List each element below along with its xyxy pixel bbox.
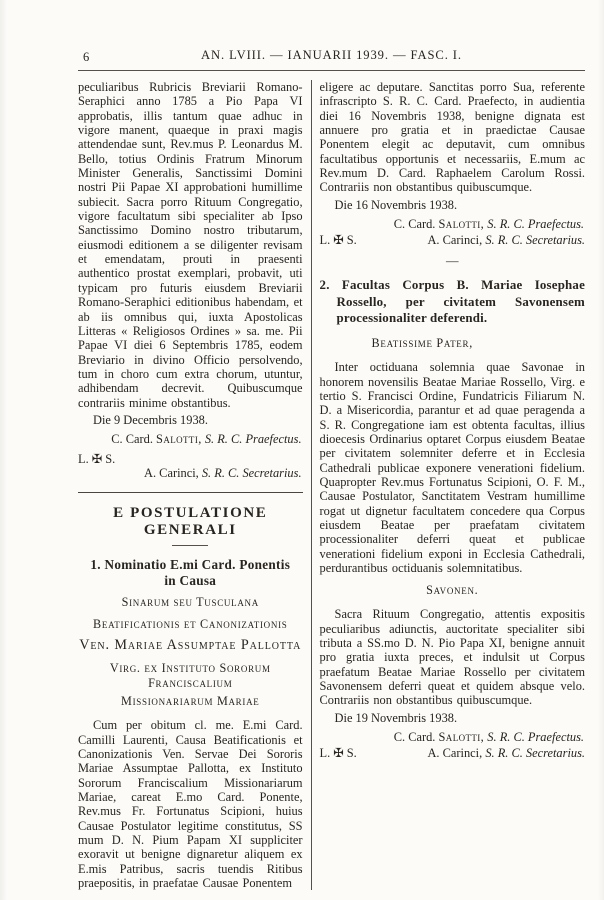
article-1-title-line-2: in Causa xyxy=(164,572,217,588)
seal-mark: L. ✠ S. xyxy=(319,233,357,248)
signature-name: A. Carinci, xyxy=(144,465,199,480)
signature-praefectus xyxy=(320,217,585,231)
signature-name: A. Carinci, xyxy=(427,746,483,761)
cause-name-line: Sinarum seu Tusculana xyxy=(121,595,259,610)
left-column xyxy=(78,80,303,890)
institute-line-1: Virg. ex Instituto Sororum Franciscalium xyxy=(109,661,271,691)
seal-mark: L. ✠ S. xyxy=(319,746,357,761)
paragraph-grant: Sacra Rituum Congregatio, attentis expositis peculiaribus adiunctis, auctoritate specialiter sibi tributa a SS.mo D. N. Pio Papa XI, benigne annuit pro gratia iuxta preces, et indulsit ut Corpus praefatum Beatae Mariae Rossello per civitatem Savonensem deferri queat et quidem absque velo. Contrariis non obstantibus quibuscumque. xyxy=(319,607,585,708)
article-1-title-line-1: 1. Nominatio E.mi Card. Ponentis xyxy=(90,557,291,573)
date-line: Die 9 Decembris 1938. xyxy=(93,412,208,427)
date-line: Die 19 Novembris 1938. xyxy=(334,710,458,725)
title-underline-rule xyxy=(172,545,208,546)
signature-prefix: C. Card. xyxy=(393,217,436,232)
article-separator-dash: — xyxy=(446,253,459,268)
signature-prefix: C. Card. xyxy=(111,432,153,447)
signature-role: S. R. C. Praefectus. xyxy=(204,432,302,447)
signature-prefix: C. Card. xyxy=(393,730,436,745)
signature-role: S. R. C. Secretarius. xyxy=(485,746,585,761)
signature-name: Salotti, xyxy=(438,217,485,232)
right-column xyxy=(320,80,585,890)
column-divider-rule xyxy=(311,80,312,890)
signature-praefectus xyxy=(320,730,585,744)
signature-secretarius xyxy=(78,466,303,480)
date-line: Die 16 Novembris 1938. xyxy=(334,197,458,212)
signature-praefectus xyxy=(78,432,303,446)
article-2-title: 2. Facultas Corpus B. Mariae Iosephae Rossello, per civitatem Savonensem processionaliter deferendi. xyxy=(319,277,585,326)
seal-mark: L. ✠ S. xyxy=(78,451,116,466)
signature-role: S. R. C. Secretarius. xyxy=(201,465,302,480)
signature-name: Salotti, xyxy=(156,432,202,447)
cause-type-line: Beatificationis et Canonizationis xyxy=(93,617,288,632)
signature-name: A. Carinci, xyxy=(427,233,483,248)
signature-role: S. R. C. Praefectus. xyxy=(487,217,584,232)
paragraph-nomination: Cum per obitum cl. me. E.mi Card. Camilli Laurenti, Causa Beatificationis et Canonizationis Ven. Servae Dei Sororis Mariae Assumptae Pallotta, ex Instituto Sororum Franciscalium Missionariarum Mariae, careat E.mo Card. Ponente, Rev.mus Fr. Fortunatus Scipioni, huius Causae Postulator legitime constitutus, SS mum D. N. Pium Papam XI suppliciter exoravit ut benigne dignaretur aliquem ex E.mis Patribus, sacris tuendis Ritibus praepositis, in praefatae Causae Ponentem xyxy=(78,718,303,891)
seal-and-secretarius-row xyxy=(320,233,585,247)
running-title: AN. LVIII. — IANUARII 1939. — FASC. I. xyxy=(201,48,462,62)
paragraph-nomination-continued: eligere ac deputare. Sanctitas porro Sua, referente infrascripto S. R. C. Card. Praefecto, in audientia diei 16 Novembris 1938, benigne dignata est annuere pro gratia et in praedictae Causae Ponentem elegit ac deputavit, cum omnibus facultatibus opportunis et necessariis, E.mum ac Rev.mum D. Card. Raphaelem Carolum Rossi. Contrariis non obstantibus quibuscumque. xyxy=(319,80,585,195)
paragraph-petition: Inter octiduana solemnia quae Savonae in honorem novensilis Beatae Mariae Rossello, Virg. e tertio S. Francisci Ordine, Fundatricis Filiarum N. D. a Misericordia, parantur et ad quae peragenda a S. R. Congregatione iam est obtenta facultas, illius dioecesis Ordinarius optaret Corpus eiusdem Beatae per civitatem solemniter deferre et in Ecclesia Cathedrali publicae exponere venerationi fidelium. Quapropter Rev.mus Fortunatus Scipioni, O. F. M., Causae Postulator, Sanctitatem Vestram humillime rogat ut dignetur facultatem concedere qua Corpus eiusdem Beatae per praefatam civitatem processionaliter deferri queat et publicae venerationi fidelium exponi in Ecclesia Cathedrali, perdurantibus octiduanis solemnitatibus. xyxy=(319,360,585,575)
institute-line-2: Missionariarum Mariae xyxy=(121,694,260,709)
diocese-label: Savonen. xyxy=(426,583,479,598)
section-title: E POSTULATIONE GENERALI xyxy=(113,505,268,539)
paragraph-breviary-decree: peculiaribus Rubricis Breviarii Romano-Seraphici anno 1785 a Pio Papa VI approbatis, illis tantum quae adhuc in vigore manent, quaeque in praxi magis attendendae sunt, Rev.mus P. Leonardus M. Bello, totius Ordinis Fratrum Minorum Minister Generalis, Sanctissimi Domini nostri Pii Papae XI approbationi humillime subiecit. Sacra porro Rituum Congregatio, vigore facultatum sibi specialiter ab Ipso Sanctissimo Domino nostro tributarum, eiusmodi editionem a se diligenter revisam et emendatam, prouti in praesenti authentico prostat exemplari, probavit, uti typicam pro futuris eiusdem Breviarii Romano-Seraphici editionibus habendam, et ab iis omnibus qui, iuxta Apostolicas Litteras « Religiosos Ordines » sa. me. Pii Papae VI diei 6 Septembris 1785, eodem Breviario in divino Officio persolvendo, tum in choro cum extra chorum, utuntur, adhibendam decrevit. Quibuscumque contrariis minime obstantibus. xyxy=(78,80,303,410)
running-head xyxy=(78,48,585,65)
text-columns xyxy=(78,80,585,890)
section-divider-rule xyxy=(78,492,303,493)
page-number: 6 xyxy=(83,50,90,64)
signature-name: Salotti, xyxy=(438,730,485,745)
salutation: Beatissime Pater, xyxy=(371,336,473,351)
header-rule xyxy=(78,70,585,71)
article-1-title xyxy=(78,557,303,588)
signature-role: S. R. C. Praefectus. xyxy=(487,730,584,745)
signature-secretarius xyxy=(427,233,585,247)
signature-secretarius xyxy=(427,746,585,760)
seal-and-secretarius-row xyxy=(320,746,585,760)
signature-role: S. R. C. Secretarius. xyxy=(485,233,585,248)
venerable-name-line: Ven. Mariae Assumptae Pallotta xyxy=(79,637,302,654)
